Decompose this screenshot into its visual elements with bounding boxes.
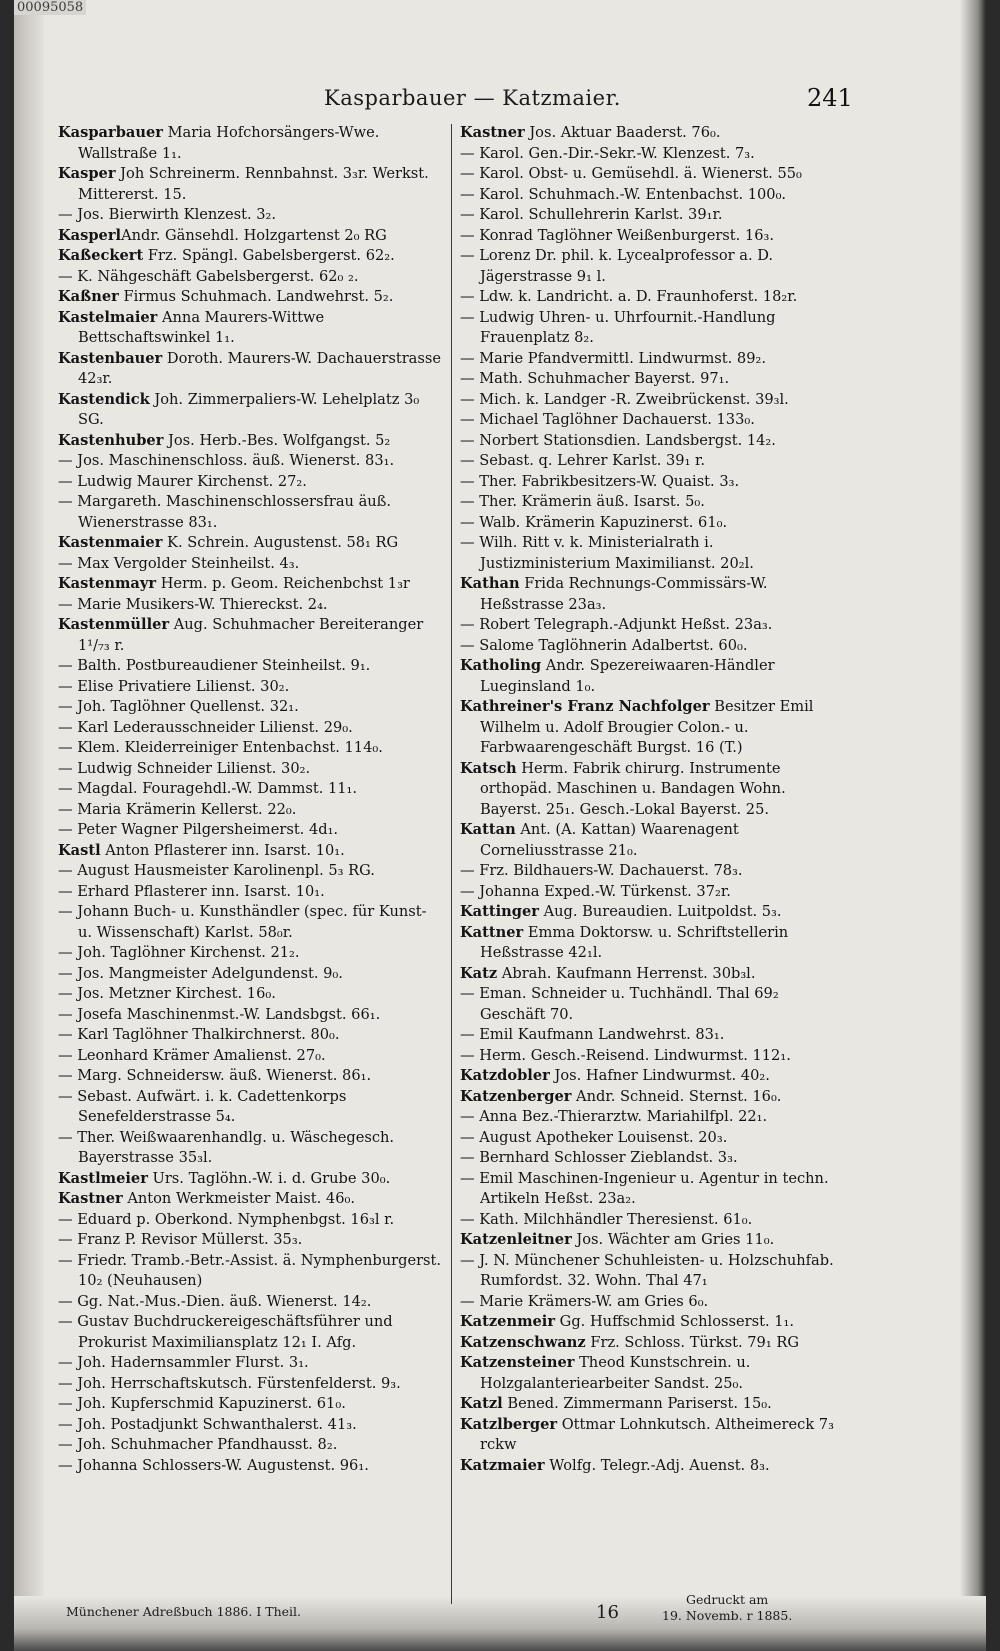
- directory-entry: [460, 513, 846, 534]
- entry-details: — Leonhard Krämer Amalienst. 27₀.: [58, 1046, 326, 1064]
- entry-details: — Ther. Krämerin äuß. Isarst. 5₀.: [460, 493, 705, 510]
- entry-details: Ottmar Lohnkutsch. Altheimereck 7₃ rckw: [480, 1415, 834, 1453]
- entry-surname: Kattan: [460, 821, 516, 838]
- entry-details: Herm. Fabrik chirurg. Instrumente orthopäd. Maschinen u. Bandagen Wohn. Bayerst. 25₁. Gesch.-Lokal Bayerst. 25.: [480, 759, 786, 818]
- entry-details: Gg. Huffschmid Schlosserst. 1₁.: [555, 1313, 795, 1330]
- directory-entry: [460, 1210, 846, 1231]
- directory-entry: [58, 1394, 444, 1415]
- directory-entry: [460, 1107, 846, 1128]
- entry-surname: Kathan: [460, 575, 520, 592]
- directory-entry: [58, 1230, 444, 1251]
- entry-details: — Michael Taglöhner Dachauerst. 133₀.: [460, 411, 755, 428]
- directory-entry: [58, 1128, 444, 1169]
- entry-details: — Jos. Maschinenschloss. äuß. Wienerst. 83₁.: [58, 452, 395, 469]
- directory-entry: [58, 431, 444, 452]
- directory-entry: [58, 656, 444, 677]
- entry-surname: Kastenhuber: [58, 431, 164, 449]
- directory-entry: [58, 492, 444, 533]
- entry-surname: Kastner: [58, 1190, 123, 1207]
- directory-entry: [460, 308, 846, 349]
- entry-details: — Karol. Schullehrerin Karlst. 39₁r.: [460, 206, 723, 223]
- entry-details: — Marie Krämers-W. am Gries 6₀.: [460, 1292, 709, 1310]
- directory-entry: [460, 923, 846, 964]
- entry-details: — Ldw. k. Landricht. a. D. Fraunhoferst. 18₂r.: [460, 288, 798, 305]
- directory-entry: [58, 718, 444, 739]
- directory-entry: [58, 841, 444, 862]
- entry-surname: Kathreiner's Franz Nachfolger: [460, 698, 710, 715]
- entry-details: — Math. Schuhmacher Bayerst. 97₁.: [460, 370, 730, 387]
- entry-surname: Kastl: [58, 841, 101, 859]
- directory-entry: [460, 1087, 846, 1108]
- directory-entry: [58, 615, 444, 656]
- footer-imprint: Münchener Adreßbuch 1886. I Theil.: [66, 1604, 301, 1619]
- directory-entry: [460, 1025, 846, 1046]
- entry-details: Jos. Aktuar Baaderst. 76₀.: [524, 124, 721, 141]
- directory-entry: [58, 595, 444, 616]
- directory-entry: [58, 697, 444, 718]
- directory-entry: [460, 882, 846, 903]
- entry-details: — Friedr. Tramb.-Betr.-Assist. ä. Nymphenburgerst. 10₂ (Neuhausen): [58, 1251, 442, 1289]
- directory-entry: [460, 1353, 846, 1394]
- directory-entry: [460, 472, 846, 493]
- entry-details: — Maria Krämerin Kellerst. 22₀.: [58, 800, 297, 818]
- directory-page: [14, 0, 986, 1651]
- entry-details: Urs. Taglöhn.-W. i. d. Grube 30₀.: [147, 1169, 391, 1187]
- entry-details: — Joh. Hadernsammler Flurst. 3₁.: [58, 1354, 309, 1371]
- entry-details: — Sebast. Aufwärt. i. k. Cadettenkorps Senefelderstrasse 5₄.: [58, 1087, 347, 1125]
- entry-details: — Joh. Taglöhner Kirchenst. 21₂.: [58, 944, 300, 961]
- directory-entry: [58, 574, 444, 595]
- entry-surname: Kaßeckert: [58, 247, 144, 264]
- directory-entry: [460, 1128, 846, 1149]
- entry-details: — Johann Buch- u. Kunsthändler (spec. für Kunst- u. Wissenschaft) Karlst. 58₀r.: [58, 903, 427, 941]
- entry-details: Jos. Herb.-Bes. Wolfgangst. 5₂: [163, 431, 391, 449]
- entry-details: — Marie Musikers-W. Thiereckst. 2₄.: [58, 595, 328, 613]
- entry-details: — Bernhard Schlosser Zieblandst. 3₃.: [460, 1149, 738, 1166]
- entry-details: Abrah. Kaufmann Herrenst. 30b₃l.: [497, 964, 756, 982]
- entry-details: — Karol. Schuhmach.-W. Entenbachst. 100₀.: [460, 185, 787, 203]
- entry-details: — Kath. Milchhändler Theresienst. 61₀.: [460, 1210, 753, 1228]
- directory-entry: [58, 349, 444, 390]
- directory-entry: [460, 1333, 846, 1354]
- directory-entry: [58, 1312, 444, 1353]
- entry-surname: Kattinger: [460, 903, 539, 920]
- directory-entry: [58, 1292, 444, 1313]
- entry-details: — Peter Wagner Pilgersheimerst. 4d₁.: [58, 821, 339, 838]
- entry-details: Bened. Zimmermann Pariserst. 15₀.: [502, 1395, 772, 1412]
- directory-entry: [460, 1251, 846, 1292]
- entry-surname: Katzenberger: [460, 1087, 572, 1105]
- entry-details: Frida Rechnungs-Commissärs-W. Heßstrasse 23a₃.: [480, 575, 768, 613]
- entry-surname: Kasparbauer: [58, 124, 163, 141]
- entry-details: — Marg. Schneidersw. äuß. Wienerst. 86₁.: [58, 1067, 372, 1084]
- entry-details: Frz. Spängl. Gabelsbergerst. 62₂.: [143, 247, 395, 264]
- entry-details: Anton Werkmeister Maist. 46₀.: [122, 1190, 355, 1207]
- entry-details: — Jos. Metzner Kirchest. 16₀.: [58, 985, 276, 1002]
- entry-details: — August Hausmeister Karolinenpl. 5₃ RG.: [58, 862, 375, 879]
- entry-surname: Kasper: [58, 165, 116, 182]
- directory-entry: [460, 574, 846, 615]
- entry-details: — Ludwig Maurer Kirchenst. 27₂.: [58, 472, 307, 490]
- page-footer: [14, 1592, 986, 1638]
- entry-surname: Kastelmaier: [58, 308, 158, 326]
- entry-surname: Kaßner: [58, 288, 119, 305]
- entry-details: — Frz. Bildhauers-W. Dachauerst. 78₃.: [460, 862, 743, 879]
- footer-signature: 16: [596, 1602, 619, 1623]
- directory-entry: [460, 615, 846, 636]
- entry-details: K. Schrein. Augustenst. 58₁ RG: [162, 534, 399, 551]
- entry-details: Herm. p. Geom. Reichenbchst 1₃r: [156, 575, 410, 592]
- entry-details: Frz. Schloss. Türkst. 79₁ RG: [585, 1333, 799, 1351]
- entry-surname: Katzlberger: [460, 1415, 558, 1433]
- directory-entry: [460, 123, 846, 144]
- page-edge: [960, 0, 986, 1651]
- entry-details: Jos. Wächter am Gries 11₀.: [571, 1231, 775, 1248]
- entry-surname: Katzenleitner: [460, 1231, 572, 1248]
- entry-details: — Magdal. Fouragehdl.-W. Dammst. 11₁.: [58, 780, 358, 797]
- directory-entry: [58, 1353, 444, 1374]
- directory-entry: [58, 1066, 444, 1087]
- directory-entry: [58, 1456, 444, 1477]
- entry-surname: Katzenschwanz: [460, 1333, 586, 1351]
- left-column: [58, 123, 444, 1476]
- entry-surname: Kastendick: [58, 390, 150, 408]
- archive-stamp: 00095058: [14, 0, 86, 15]
- directory-entry: [58, 1189, 444, 1210]
- entry-details: Firmus Schuhmach. Landwehrst. 5₂.: [118, 288, 394, 305]
- entry-surname: Katsch: [460, 759, 517, 777]
- entry-details: — Joh. Postadjunkt Schwanthalerst. 41₃.: [58, 1415, 357, 1433]
- directory-entry: [460, 697, 846, 759]
- entry-details: — Ther. Weißwaarenhandlg. u. Wäschegesch. Bayerstrasse 35₃l.: [58, 1128, 395, 1166]
- page-gutter: [14, 0, 44, 1651]
- entry-surname: Katholing: [460, 657, 542, 674]
- entry-details: — Mich. k. Landger -R. Zweibrückenst. 39₃l.: [460, 390, 789, 408]
- entry-details: — J. N. Münchener Schuhleisten- u. Holzschuhfab. Rumfordst. 32. Wohn. Thal 47₁: [460, 1251, 834, 1289]
- directory-entry: [58, 1005, 444, 1026]
- directory-entry: [460, 820, 846, 861]
- directory-entry: [460, 451, 846, 472]
- entry-details: — Max Vergolder Steinheilst. 4₃.: [58, 554, 300, 572]
- directory-entry: [460, 246, 846, 287]
- entry-details: Andr. Spezereiwaaren-Händler Lueginsland 1₀.: [480, 657, 775, 695]
- entry-details: — K. Nähgeschäft Gabelsbergerst. 62₀ ₂.: [58, 267, 359, 285]
- directory-entry: [58, 1210, 444, 1231]
- directory-entry: [460, 185, 846, 206]
- directory-entry: [58, 779, 444, 800]
- entry-details: — Walb. Krämerin Kapuzinerst. 61₀.: [460, 513, 728, 531]
- directory-entry: [58, 738, 444, 759]
- entry-details: Besitzer Emil Wilhelm u. Adolf Brougier Colon.- u. Farbwaarengeschäft Burgst. 16 (T.): [480, 698, 814, 756]
- entry-details: — Elise Privatiere Lilienst. 30₂.: [58, 677, 290, 695]
- directory-entry: [460, 164, 846, 185]
- directory-entry: [460, 410, 846, 431]
- directory-entry: [58, 1046, 444, 1067]
- entry-surname: Katz: [460, 964, 498, 982]
- entry-surname: Kastenmaier: [58, 534, 163, 551]
- directory-entry: [58, 861, 444, 882]
- page-number: 241: [807, 84, 853, 112]
- directory-entry: [460, 492, 846, 513]
- entry-details: — Johanna Exped.-W. Türkenst. 37₂r.: [460, 882, 731, 900]
- entry-details: — Gg. Nat.-Mus.-Dien. äuß. Wienerst. 14₂.: [58, 1292, 372, 1310]
- entry-details: — Margareth. Maschinenschlossersfrau äuß. Wienerstrasse 83₁.: [58, 493, 392, 531]
- entry-details: — Karl Taglöhner Thalkirchnerst. 80₀.: [58, 1026, 340, 1043]
- directory-entry: [460, 369, 846, 390]
- directory-entry: [460, 144, 846, 165]
- directory-entry: [460, 226, 846, 247]
- directory-entry: [58, 123, 444, 164]
- directory-entry: [460, 984, 846, 1025]
- entry-details: — Herm. Gesch.-Reisend. Lindwurmst. 112₁.: [460, 1046, 791, 1064]
- entry-details: Andr. Schneid. Sternst. 16₀.: [571, 1087, 782, 1105]
- entry-details: — August Apotheker Louisenst. 20₃.: [460, 1128, 728, 1146]
- directory-entry: [58, 267, 444, 288]
- directory-entry: [460, 759, 846, 821]
- directory-entry: [460, 1312, 846, 1333]
- directory-entry: [460, 390, 846, 411]
- entry-details: — Wilh. Ritt v. k. Ministerialrath i. Justizministerium Maximilianst. 20₂l.: [460, 534, 754, 572]
- directory-entry: [58, 308, 444, 349]
- directory-entry: [58, 1251, 444, 1292]
- directory-entry: [58, 984, 444, 1005]
- directory-entry: [460, 1394, 846, 1415]
- directory-entry: [460, 902, 846, 923]
- entry-details: — Erhard Pflasterer inn. Isarst. 10₁.: [58, 882, 325, 900]
- entry-details: Anton Pflasterer inn. Isarst. 10₁.: [100, 841, 345, 859]
- directory-entry: [58, 390, 444, 431]
- directory-entry: [58, 246, 444, 267]
- directory-entry: [460, 636, 846, 657]
- column-rule: [451, 124, 452, 1604]
- entry-details: — Franz P. Revisor Müllerst. 35₃.: [58, 1231, 303, 1248]
- directory-entry: [58, 287, 444, 308]
- entry-details: — Robert Telegraph.-Adjunkt Heßst. 23a₃.: [460, 616, 773, 633]
- directory-entry: [460, 1230, 846, 1251]
- directory-entry: [58, 964, 444, 985]
- directory-entry: [460, 287, 846, 308]
- entry-details: — Konrad Taglöhner Weißenburgerst. 16₃.: [460, 226, 774, 244]
- entry-details: Anna Maurers-Wittwe Bettschaftswinkel 1₁.: [78, 308, 325, 346]
- entry-details: — Josefa Maschinenmst.-W. Landsbgst. 66₁.: [58, 1005, 381, 1023]
- entry-details: — Karol. Obst- u. Gemüsehdl. ä. Wienerst. 55₀: [460, 165, 802, 182]
- directory-entry: [58, 1025, 444, 1046]
- entry-details: — Eman. Schneider u. Tuchhändl. Thal 69₂ Geschäft 70.: [460, 985, 779, 1023]
- entry-details: — Norbert Stationsdien. Landsbergst. 14₂.: [460, 431, 776, 449]
- entry-surname: Katzl: [460, 1395, 503, 1412]
- entry-details: — Marie Pfandvermittl. Lindwurmst. 89₂.: [460, 349, 766, 367]
- directory-entry: [460, 1046, 846, 1067]
- directory-entry: [58, 205, 444, 226]
- entry-details: Joh. Zimmerpaliers-W. Lehelplatz 3₀ SG.: [78, 390, 420, 428]
- directory-entry: [58, 533, 444, 554]
- entry-surname: Kasperl: [58, 226, 122, 244]
- directory-entry: [460, 431, 846, 452]
- directory-entry: [58, 943, 444, 964]
- directory-entry: [58, 451, 444, 472]
- print-date-line1: Gedruckt am: [686, 1592, 769, 1607]
- directory-entry: [58, 226, 444, 247]
- entry-details: — Gustav Buchdruckereigeschäftsführer und Prokurist Maximiliansplatz 12₁ I. Afg.: [58, 1313, 393, 1351]
- entry-details: — Ther. Fabrikbesitzers-W. Quaist. 3₃.: [460, 472, 740, 490]
- entry-details: — Joh. Kupferschmid Kapuzinerst. 61₀.: [58, 1395, 346, 1412]
- entry-surname: Katzmaier: [460, 1456, 545, 1474]
- directory-entry: [460, 656, 846, 697]
- directory-entry: [58, 800, 444, 821]
- entry-details: — Salome Taglöhnerin Adalbertst. 60₀.: [460, 636, 748, 654]
- directory-entry: [460, 1415, 846, 1456]
- entry-details: Doroth. Maurers-W. Dachauerstrasse 42₃r.: [78, 349, 441, 387]
- entry-details: Joh Schreinerm. Rennbahnst. 3₃r. Werkst. Mittererst. 15.: [78, 165, 429, 203]
- directory-entry: [460, 1169, 846, 1210]
- entry-surname: Kattner: [460, 923, 524, 941]
- entry-details: — Ludwig Uhren- u. Uhrfournit.-Handlung Frauenplatz 8₂.: [460, 308, 776, 346]
- directory-entry: [460, 533, 846, 574]
- directory-entry: [58, 759, 444, 780]
- entry-details: Aug. Bureaudien. Luitpoldst. 5₃.: [538, 903, 782, 920]
- directory-entry: [58, 472, 444, 493]
- directory-entry: [460, 1148, 846, 1169]
- directory-entry: [460, 1456, 846, 1477]
- entry-details: — Joh. Schuhmacher Pfandhausst. 8₂.: [58, 1436, 338, 1453]
- entry-details: — Lorenz Dr. phil. k. Lycealprofessor a. D. Jägerstrasse 9₁ l.: [460, 247, 774, 285]
- directory-entry: [460, 349, 846, 370]
- entry-details: — Emil Maschinen-Ingenieur u. Agentur in techn. Artikeln Heßst. 23a₂.: [460, 1169, 829, 1207]
- entry-details: Emma Doktorsw. u. Schriftstellerin Heßstrasse 42₁l.: [480, 923, 789, 961]
- entry-details: — Karol. Gen.-Dir.-Sekr.-W. Klenzest. 7₃.: [460, 144, 755, 162]
- directory-entry: [58, 677, 444, 698]
- entry-details: — Balth. Postbureaudiener Steinheilst. 9₁.: [58, 657, 371, 674]
- directory-entry: [58, 1087, 444, 1128]
- entry-surname: Katzensteiner: [460, 1354, 575, 1371]
- entry-surname: Kastenmayr: [58, 575, 157, 592]
- entry-details: Aug. Schuhmacher Bereiteranger 1¹/₇₃ r.: [78, 616, 424, 654]
- entry-details: — Ludwig Schneider Lilienst. 30₂.: [58, 759, 311, 777]
- entry-details: — Jos. Mangmeister Adelgundenst. 9₀.: [58, 964, 343, 982]
- print-date-line2: 19. Novemb. r 1885.: [662, 1608, 793, 1623]
- entry-details: — Sebast. q. Lehrer Karlst. 39₁ r.: [460, 452, 706, 469]
- entry-details: — Emil Kaufmann Landwehrst. 83₁.: [460, 1026, 725, 1043]
- directory-entry: [58, 1415, 444, 1436]
- entry-details: Theod Kunstschrein. u. Holzgalanteriearbeiter Sandst. 25₀.: [480, 1354, 751, 1392]
- directory-entry: [460, 1066, 846, 1087]
- entry-details: — Karl Lederausschneider Lilienst. 29₀.: [58, 718, 353, 736]
- entry-details: Ant. (A. Kattan) Waarenagent Corneliusstrasse 21₀.: [480, 821, 739, 859]
- directory-entry: [58, 1169, 444, 1190]
- directory-entry: [58, 1435, 444, 1456]
- entry-details: — Klem. Kleiderreiniger Entenbachst. 114₀.: [58, 739, 383, 756]
- entry-surname: Kastenmüller: [58, 616, 170, 633]
- entry-details: — Joh. Taglöhner Quellenst. 32₁.: [58, 698, 299, 715]
- entry-details: — Anna Bez.-Thierarztw. Mariahilfpl. 22₁.: [460, 1108, 768, 1125]
- entry-surname: Kastner: [460, 124, 525, 141]
- entry-details: Maria Hofchorsängers-Wwe. Wallstraße 1₁.: [78, 124, 380, 162]
- running-title: Kasparbauer — Katzmaier.: [324, 86, 621, 110]
- entry-details: — Jos. Bierwirth Klenzest. 3₂.: [58, 206, 277, 223]
- entry-details: — Johanna Schlossers-W. Augustenst. 96₁.: [58, 1456, 369, 1474]
- right-column: [460, 123, 846, 1476]
- directory-entry: [58, 820, 444, 841]
- directory-entry: [58, 1374, 444, 1395]
- directory-entry: [460, 205, 846, 226]
- directory-entry: [460, 964, 846, 985]
- footer-print-date: [662, 1592, 792, 1624]
- entry-details: Andr. Gänsehdl. Holzgartenst 2₀ RG: [121, 226, 387, 244]
- directory-entry: [58, 164, 444, 205]
- entry-surname: Katzenmeir: [460, 1313, 556, 1330]
- directory-entry: [58, 902, 444, 943]
- entry-details: — Eduard p. Oberkond. Nymphenbgst. 16₃l r.: [58, 1210, 395, 1228]
- entry-surname: Kastenbauer: [58, 349, 163, 367]
- directory-entry: [58, 554, 444, 575]
- entry-surname: Katzdobler: [460, 1067, 550, 1084]
- directory-entry: [460, 861, 846, 882]
- entry-details: — Joh. Herrschaftskutsch. Fürstenfelderst. 9₃.: [58, 1374, 401, 1392]
- entry-details: Jos. Hafner Lindwurmst. 40₂.: [549, 1067, 770, 1084]
- page-header: [14, 86, 986, 120]
- directory-entry: [58, 882, 444, 903]
- entry-details: Wolfg. Telegr.-Adj. Auenst. 8₃.: [544, 1456, 770, 1474]
- directory-entry: [460, 1292, 846, 1313]
- entry-surname: Kastlmeier: [58, 1169, 148, 1187]
